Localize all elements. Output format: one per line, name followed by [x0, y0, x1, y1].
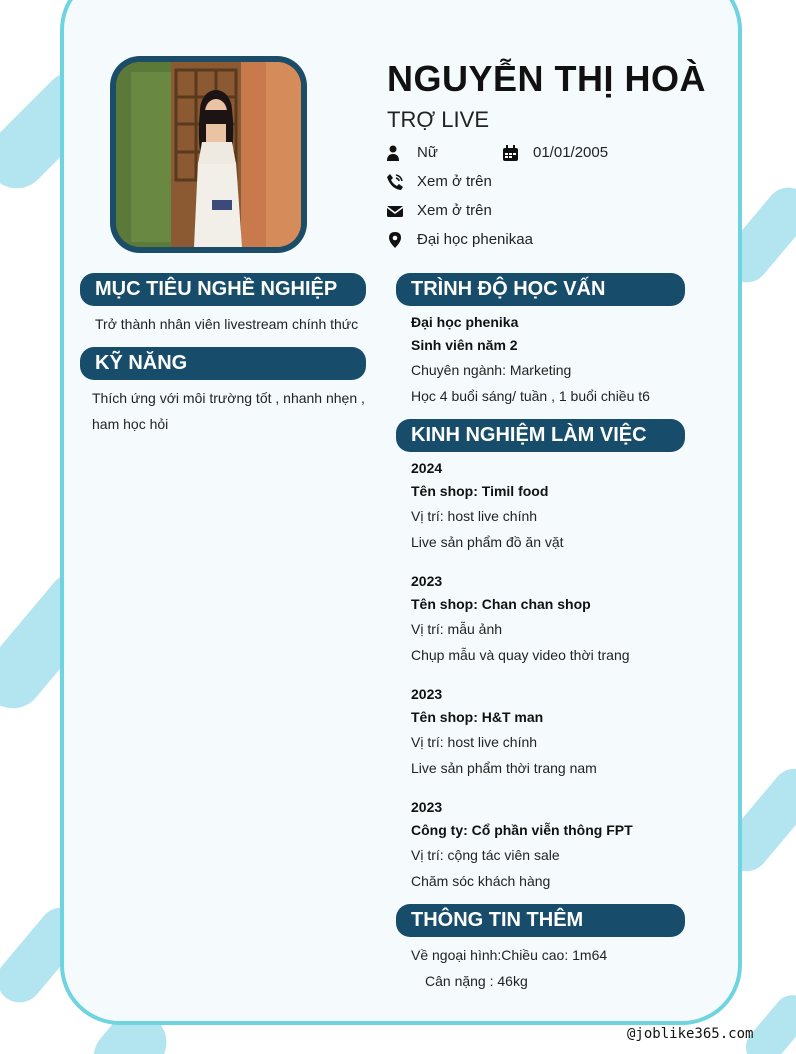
email-row — [387, 202, 492, 219]
education-heading: TRÌNH ĐỘ HỌC VẤN — [396, 273, 685, 306]
gender-row — [387, 144, 438, 161]
experience-place: Công ty: Cổ phần viễn thông FPT — [411, 822, 633, 838]
objective-text: Trở thành nhân viên livestream chính thức — [95, 316, 359, 332]
birthday-value: 01/01/2005 — [533, 144, 609, 161]
experience-desc: Chăm sóc khách hàng — [411, 873, 551, 889]
education-year: Sinh viên năm 2 — [411, 337, 518, 353]
experience-place: Tên shop: Chan chan shop — [411, 596, 591, 612]
skills-heading: KỸ NĂNG — [80, 347, 366, 380]
address-row — [387, 231, 533, 248]
skills-line-1: Thích ứng với môi trường tốt , nhanh nhẹn , — [92, 390, 365, 406]
experience-role: Vị trí: host live chính — [411, 734, 538, 750]
extra-heading: THÔNG TIN THÊM — [396, 904, 685, 937]
experience-desc: Live sản phẩm đồ ăn vặt — [411, 534, 564, 550]
calendar-icon — [503, 145, 519, 161]
experience-role: Vị trí: cộng tác viên sale — [411, 847, 560, 863]
candidate-name: NGUYỄN THỊ HOÀ — [387, 58, 707, 99]
education-schedule: Học 4 buổi sáng/ tuần , 1 buổi chiều t6 — [411, 388, 650, 404]
experience-year: 2024 — [411, 460, 443, 476]
watermark: @joblike365.com — [627, 1026, 754, 1042]
experience-year: 2023 — [411, 573, 443, 589]
education-school: Đại học phenika — [411, 314, 519, 330]
gender-value: Nữ — [417, 144, 438, 161]
user-icon — [387, 145, 403, 161]
experience-place: Tên shop: Timil food — [411, 483, 549, 499]
experience-desc: Live sản phẩm thời trang nam — [411, 760, 597, 776]
phone-value: Xem ở trên — [417, 173, 492, 190]
experience-place: Tên shop: H&T man — [411, 709, 544, 725]
phone-row — [387, 173, 492, 190]
address-value: Đại học phenikaa — [417, 231, 533, 248]
profile-photo-frame — [110, 56, 307, 253]
education-major: Chuyên ngành: Marketing — [411, 362, 572, 378]
experience-year: 2023 — [411, 686, 443, 702]
email-value: Xem ở trên — [417, 202, 492, 219]
phone-icon — [387, 174, 403, 190]
job-title: TRỢ LIVE — [387, 107, 489, 132]
profile-photo — [116, 62, 301, 247]
skills-line-2: ham học hỏi — [92, 416, 169, 432]
extra-line-1: Về ngoại hình:Chiều cao: 1m64 — [411, 947, 608, 963]
objective-heading: MỤC TIÊU NGHỀ NGHIỆP — [80, 273, 366, 306]
experience-role: Vị trí: host live chính — [411, 508, 538, 524]
experience-desc: Chụp mẫu và quay video thời trang — [411, 647, 630, 663]
envelope-icon — [387, 203, 403, 219]
decor-stripe — [738, 988, 796, 1054]
birthday-row — [503, 144, 608, 161]
experience-role: Vị trí: mẫu ảnh — [411, 621, 503, 637]
experience-year: 2023 — [411, 799, 443, 815]
map-pin-icon — [387, 232, 403, 248]
extra-line-2: Cân nặng : 46kg — [425, 973, 528, 989]
experience-heading: KINH NGHIỆM LÀM VIỆC — [396, 419, 685, 452]
